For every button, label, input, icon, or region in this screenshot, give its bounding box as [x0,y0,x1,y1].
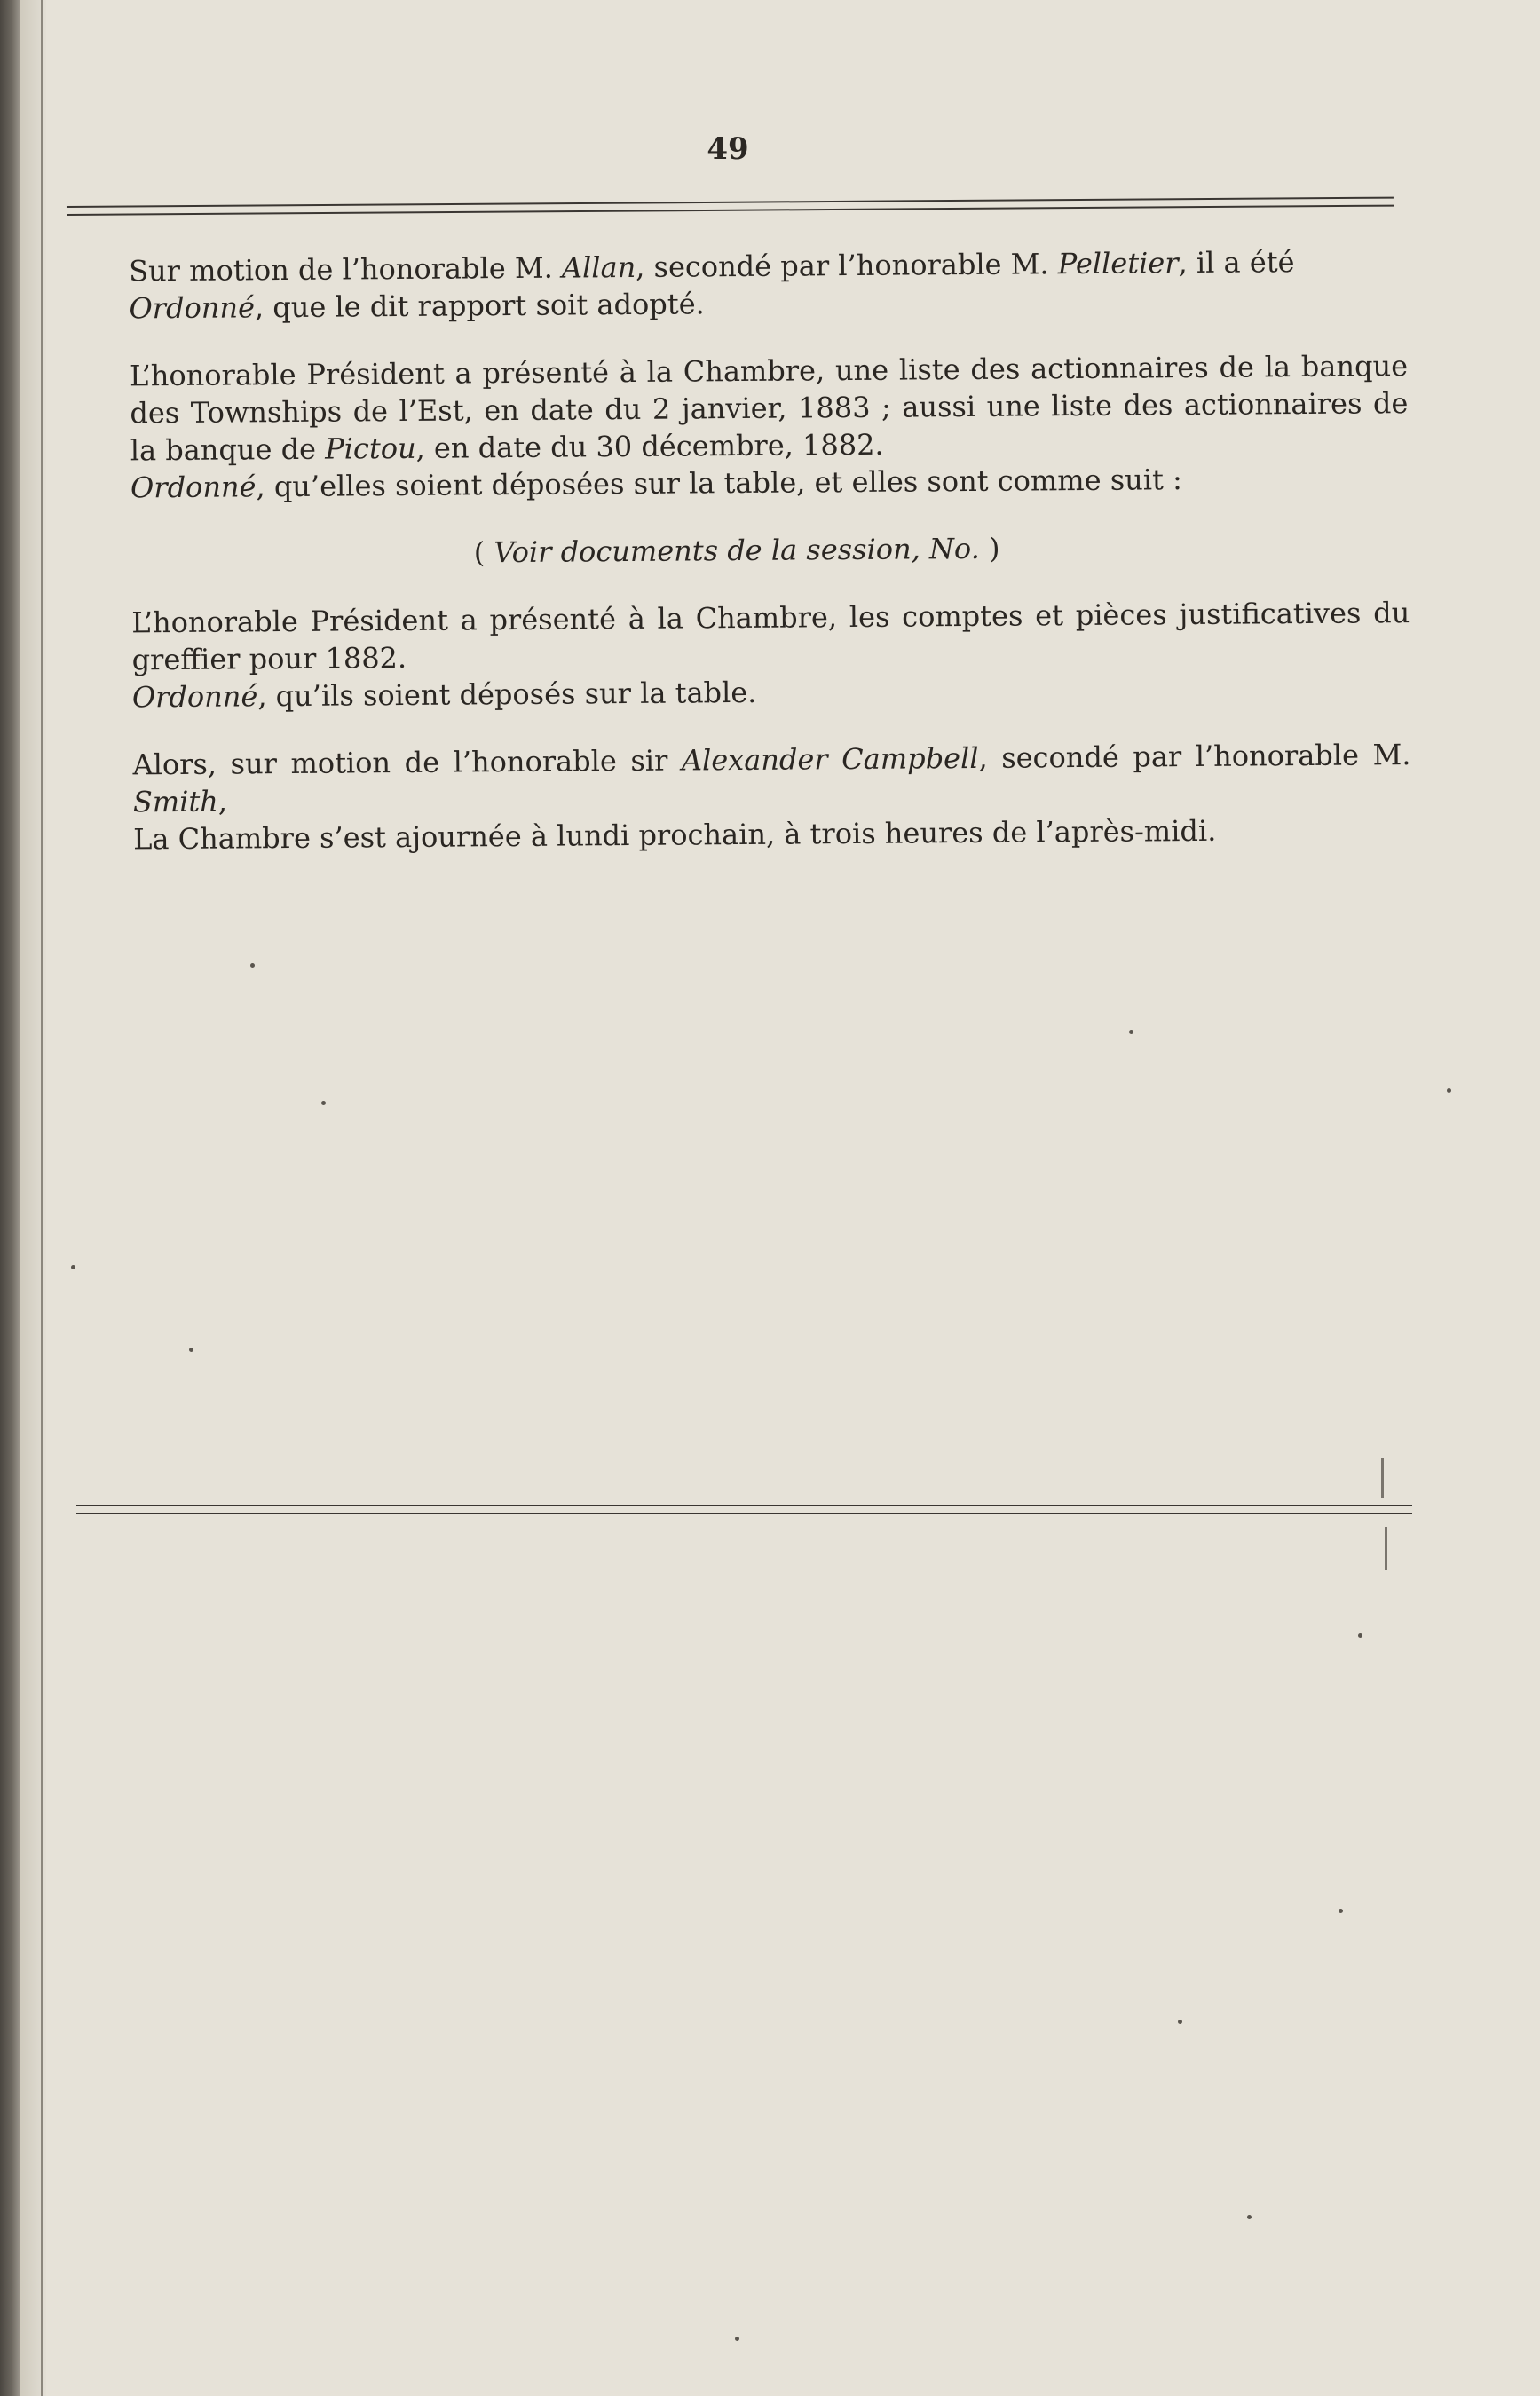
book-spine [0,0,20,2396]
paragraph-motion-allan: Sur motion de l’honorable M. Allan, secondé par l’honorable M. Pelletier, il a été Ordonné, que le dit rapport soit adopté. [129,245,1295,326]
paper-speck [250,963,255,968]
voir-documents-line: ( Voir documents de la session, No. ) [473,531,1000,570]
ajournement-line: La Chambre s’est ajournée à lundi prochain, à trois heures de l’après-midi. [133,813,1217,857]
binding-line [41,0,43,2396]
footer-rule [76,1505,1412,1514]
paper-mark [1385,1527,1387,1570]
paper-mark [1381,1458,1384,1498]
paper-speck [1339,1909,1343,1913]
paper-speck [1247,2215,1252,2219]
paper-speck [735,2337,739,2341]
paper-speck [1178,2020,1182,2024]
paragraph-comptes-greffier: L’honorable Président a présenté à la Chambre, les comptes et pièces justificatives du greffier pour 1882. Ordonné, qu’ils soient déposés sur la table. [131,596,1410,715]
name-alexander-campbell: Alexander Campbell [681,740,979,778]
name-allan: Allan [561,249,636,285]
paper-speck [189,1348,193,1352]
ordonne-label: Ordonné [129,290,256,326]
name-pelletier: Pelletier [1057,246,1179,281]
paragraph-liste-actionnaires: L’honorable Président a présenté à la Chambre, une liste des actionnaires de la banque des Townships de l’Est, en date du 2 janvier, 1883 ; aussi une liste des actionnaires de la banque de Pictou, en date du 30 décembre, 1882. Ordonné, qu’elles soient déposées sur la table, et elles sont comme suit : [129,349,1409,505]
paper-speck [1129,1030,1133,1034]
name-smith: Smith [132,784,218,819]
page-body [62,242,1412,889]
ordonne-label: Ordonné [130,470,257,505]
ordonne-label: Ordonné [131,679,258,715]
name-pictou: Pictou [325,431,416,466]
paper-speck [71,1265,75,1269]
paper-speck [321,1101,326,1105]
header-rule [67,197,1394,216]
paper-speck [1358,1633,1362,1638]
page-number: 49 [707,131,749,167]
paper-speck [1447,1088,1451,1093]
paragraph-ajournement: Alors, sur motion de l’honorable sir Alexander Campbell, secondé par l’honorable M. Smith, La Chambre s’est ajournée à lundi prochain, à trois heures de l’après-midi. [66,736,1411,858]
